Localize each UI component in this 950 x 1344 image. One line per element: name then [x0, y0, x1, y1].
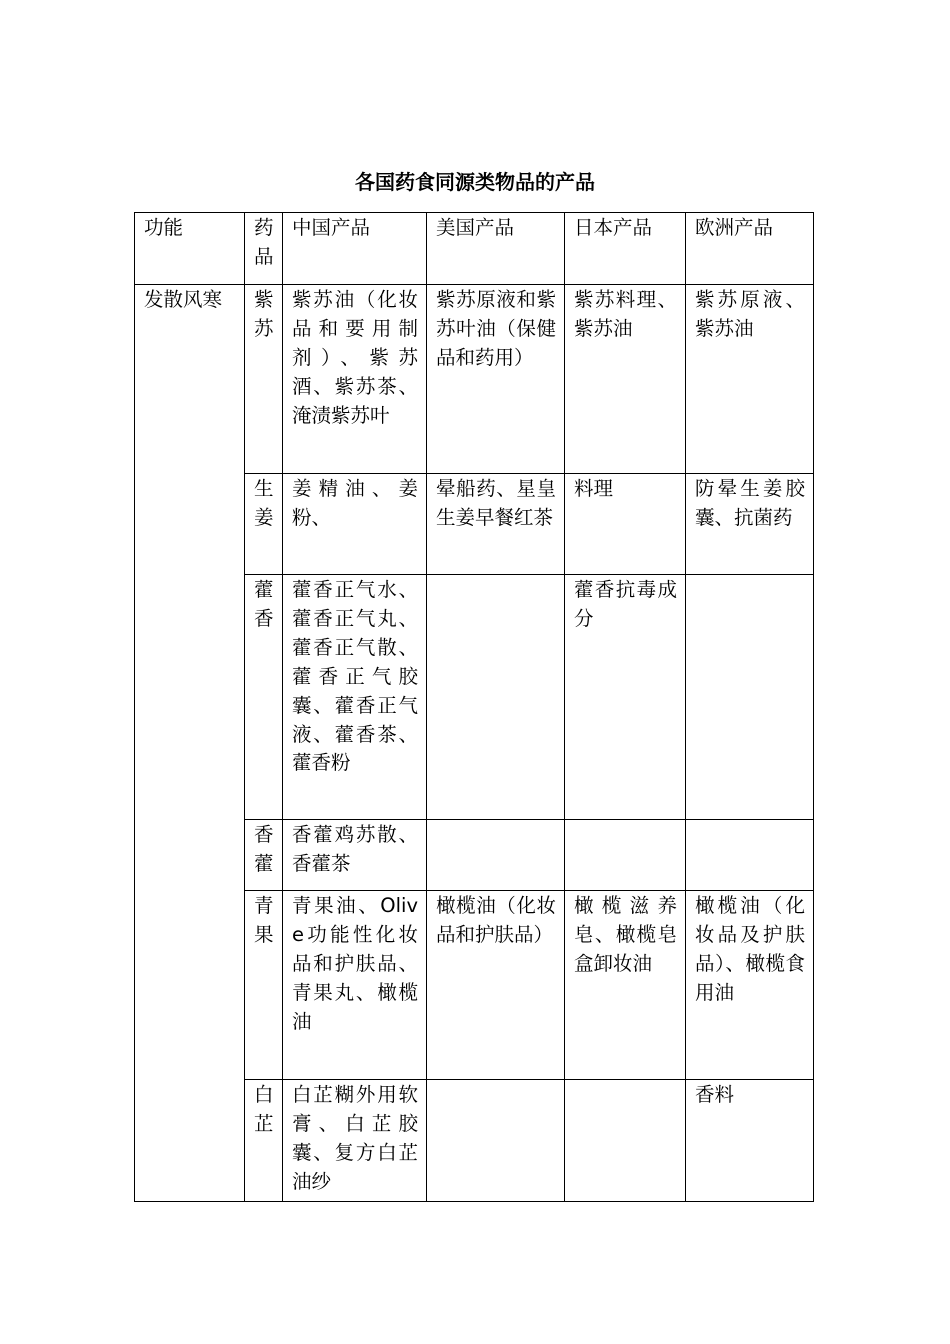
china-cell: 藿香正气水、藿香正气丸、藿香正气散、藿香正气胶囊、藿香正气液、藿香茶、藿香粉 — [283, 575, 427, 820]
item-cell: 紫苏 — [245, 285, 283, 474]
europe-cell: 紫苏原液、紫苏油 — [686, 285, 814, 474]
item-cell: 青果 — [245, 891, 283, 1080]
japan-cell: 藿香抗毒成分 — [565, 575, 686, 820]
item-cell: 白芷 — [245, 1080, 283, 1202]
japan-cell: 橄榄滋养皂、橄榄皂盒卸妆油 — [565, 891, 686, 1080]
header-japan: 日本产品 — [565, 213, 686, 285]
product-table — [134, 212, 814, 1202]
usa-cell: 紫苏原液和紫苏叶油（保健品和药用） — [427, 285, 565, 474]
header-china: 中国产品 — [283, 213, 427, 285]
header-function: 功能 — [135, 213, 245, 285]
usa-cell — [427, 575, 565, 820]
japan-cell: 料理 — [565, 474, 686, 575]
table-header-row — [135, 213, 814, 285]
japan-cell — [565, 820, 686, 891]
europe-cell — [686, 820, 814, 891]
japan-cell: 紫苏料理、紫苏油 — [565, 285, 686, 474]
item-cell: 藿香 — [245, 575, 283, 820]
europe-cell: 防晕生姜胶囊、抗菌药 — [686, 474, 814, 575]
header-item: 药品 — [245, 213, 283, 285]
usa-cell — [427, 820, 565, 891]
header-usa: 美国产品 — [427, 213, 565, 285]
china-cell: 香藿鸡苏散、香藿茶 — [283, 820, 427, 891]
europe-cell: 香料 — [686, 1080, 814, 1202]
document-title: 各国药食同源类物品的产品 — [355, 170, 595, 194]
china-cell: 青果油、Olive功能性化妆品和护肤品、青果丸、橄榄油 — [283, 891, 427, 1080]
china-cell: 姜精油、姜粉、 — [283, 474, 427, 575]
item-cell: 生姜 — [245, 474, 283, 575]
japan-cell — [565, 1080, 686, 1202]
header-europe: 欧洲产品 — [686, 213, 814, 285]
china-cell: 白芷糊外用软膏、白芷胶囊、复方白芷油纱 — [283, 1080, 427, 1202]
europe-cell — [686, 575, 814, 820]
table-row — [135, 285, 814, 474]
china-cell: 紫苏油（化妆品和要用制剂）、紫苏酒、紫苏茶、淹渍紫苏叶 — [283, 285, 427, 474]
usa-cell: 橄榄油（化妆品和护肤品） — [427, 891, 565, 1080]
usa-cell — [427, 1080, 565, 1202]
europe-cell: 橄榄油（化妆品及护肤品）、橄榄食用油 — [686, 891, 814, 1080]
function-cell: 发散风寒 — [135, 285, 245, 1202]
item-cell: 香藿 — [245, 820, 283, 891]
usa-cell: 晕船药、星皇生姜早餐红茶 — [427, 474, 565, 575]
